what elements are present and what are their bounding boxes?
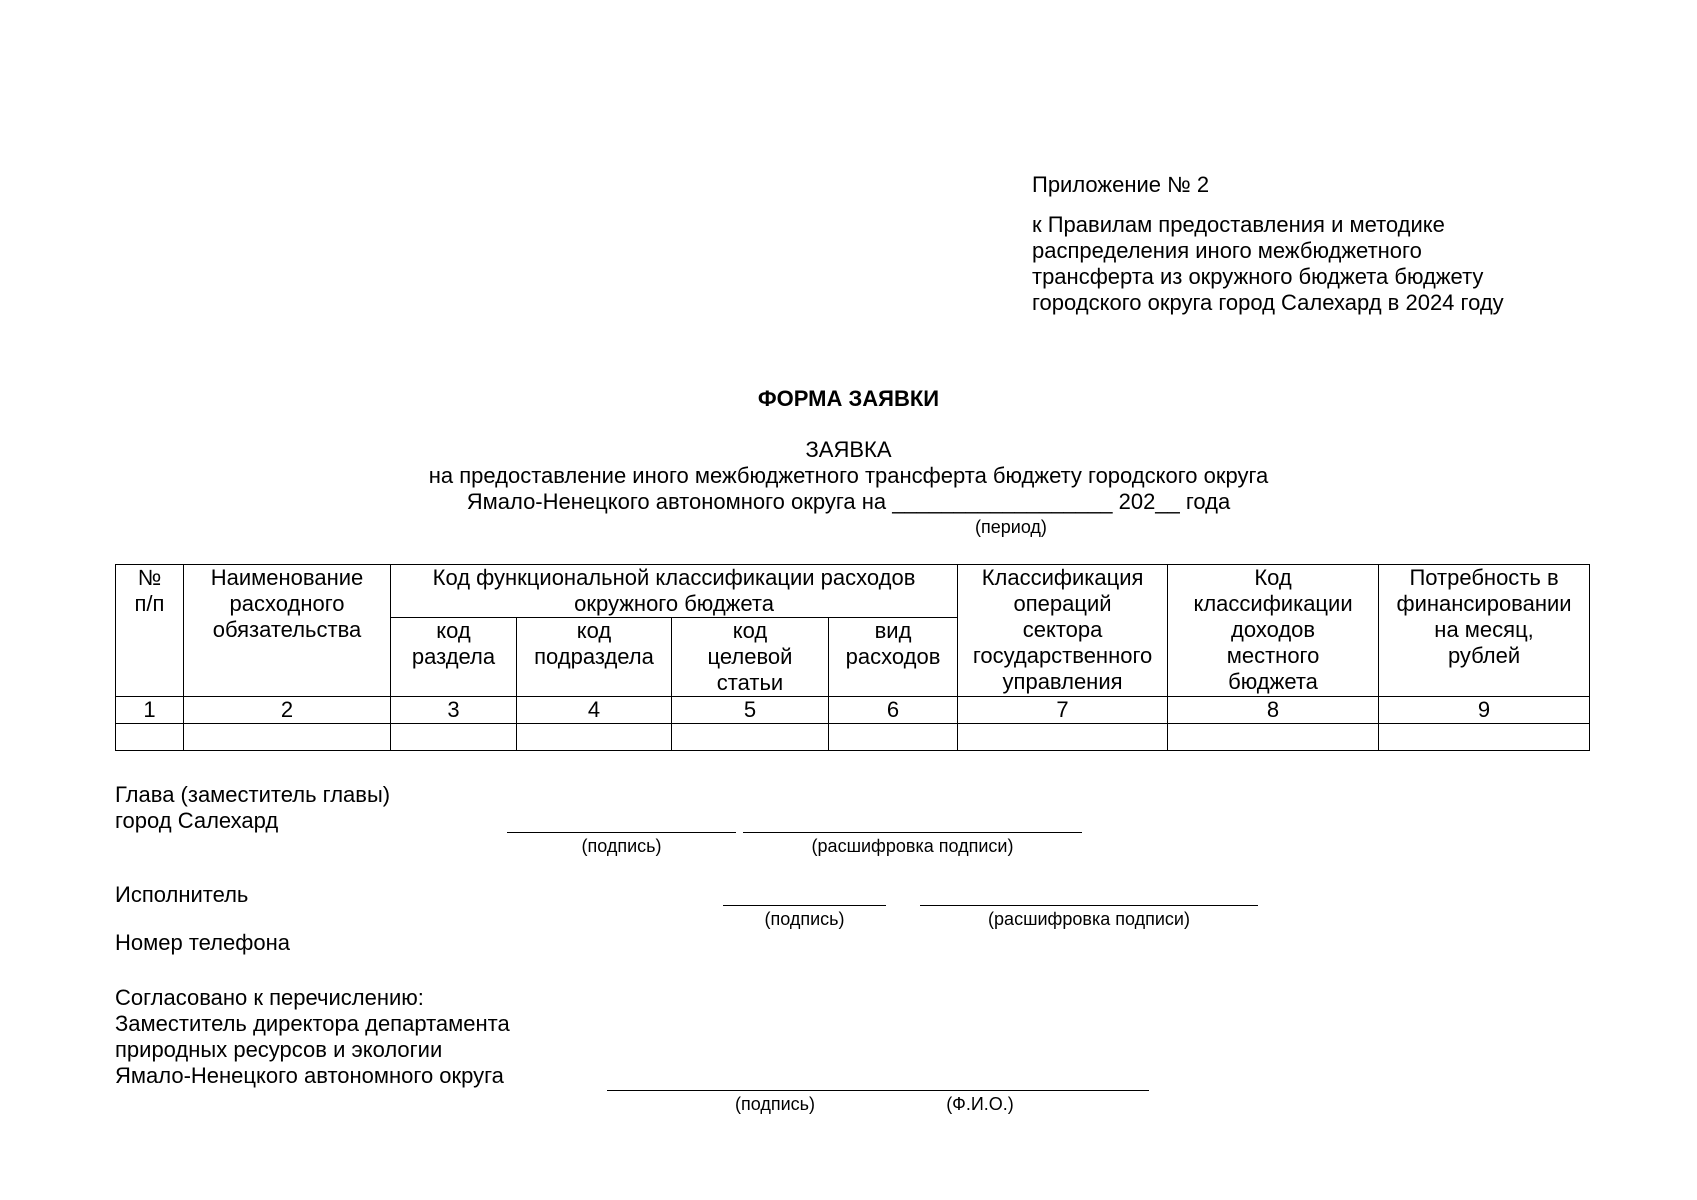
executor-label: Исполнитель [115,882,249,907]
head-signature-line[interactable] [507,832,736,833]
header-text: окружного бюджета [574,591,774,616]
request-header [0,437,1697,515]
header-text: статьи [716,670,784,695]
header-text: на месяц, [1434,617,1534,642]
empty-cell[interactable] [517,724,672,751]
request-title: ЗАЯВКА [805,437,892,462]
appendix-block [1032,172,1504,316]
appendix-line: распределения иного межбюджетного [1032,238,1422,263]
header-need [1379,565,1590,697]
approval-line: Ямало-Ненецкого автономного округа [115,1063,504,1088]
column-numbers-row [116,697,1590,724]
header-section [391,618,517,697]
header-text: государственного [972,643,1153,668]
approval-sign-caption: (подпись) [734,1094,816,1114]
approval-signature-line[interactable] [607,1090,1149,1091]
header-text: управления [1002,669,1123,694]
approval-block [115,985,510,1089]
approval-line: Согласовано к перечислению: [115,985,424,1010]
header-text: № [137,565,162,590]
empty-data-row [116,724,1590,751]
head-signatory [115,782,390,834]
header-num [116,565,184,697]
header-text: Классификация [981,565,1144,590]
header-income-code [1168,565,1379,697]
header-text: п/п [134,591,165,616]
column-number: 9 [1379,697,1590,724]
column-number: 8 [1168,697,1379,724]
column-number: 3 [391,697,517,724]
empty-cell[interactable] [958,724,1168,751]
header-subsection [517,618,672,697]
request-table [115,564,1590,751]
header-text: код [436,618,471,643]
header-name [184,565,391,697]
column-number: 6 [829,697,958,724]
header-text: обязательства [212,617,362,642]
header-expense-type [829,618,958,697]
approval-name-caption: (Ф.И.О.) [946,1094,1014,1114]
header-code-group [391,565,958,618]
header-text: операций [1013,591,1112,616]
empty-cell[interactable] [391,724,517,751]
column-number: 4 [517,697,672,724]
head-sign-caption: (подпись) [581,836,662,856]
empty-cell[interactable] [829,724,958,751]
header-text: Наименование [210,565,364,590]
header-text: код [732,618,768,643]
executor-decode-caption: (расшифровка подписи) [988,909,1190,929]
header-text: бюджета [1228,669,1318,694]
column-number: 2 [184,697,391,724]
header-target [672,618,829,697]
header-text: местного [1226,643,1320,668]
header-text: целевой [707,644,793,669]
appendix-title: Приложение № 2 [1032,172,1210,197]
empty-cell[interactable] [672,724,829,751]
empty-cell[interactable] [116,724,184,751]
header-text: Код функциональной классификации расходов [432,565,916,590]
appendix-line: городского округа город Салехард в 2024 году [1032,290,1504,315]
header-text: расходного [229,591,345,616]
header-text: Потребность в [1409,565,1559,590]
header-text: доходов [1231,617,1316,642]
period-caption: (период) [975,517,1047,537]
empty-cell[interactable] [1379,724,1590,751]
empty-cell[interactable] [1168,724,1379,751]
form-title: ФОРМА ЗАЯВКИ [757,386,940,411]
header-text: расходов [845,644,941,669]
appendix-line: к Правилам предоставления и методике [1032,212,1445,237]
header-text: Код [1254,565,1292,590]
request-line-2: Ямало-Ненецкого автономного округа на __________________ 202__ года [466,489,1231,514]
header-text: классификации [1193,591,1353,616]
head-line: город Салехард [115,808,279,833]
empty-cell[interactable] [184,724,391,751]
header-text: сектора [1022,617,1103,642]
column-number: 7 [958,697,1168,724]
executor-signature-line[interactable] [723,905,886,906]
header-text: раздела [411,644,496,669]
phone-label: Номер телефона [115,930,290,955]
header-text: вид [874,618,912,643]
column-number: 1 [116,697,184,724]
header-operations [958,565,1168,697]
request-line-1: на предоставление иного межбюджетного трансферта бюджету городского округа [428,463,1269,488]
header-text: финансировании [1396,591,1572,616]
appendix-line: трансферта из окружного бюджета бюджету [1032,264,1484,289]
header-text: подраздела [534,644,654,669]
head-decode-caption: (расшифровка подписи) [811,836,1014,856]
approval-line: Заместитель директора департамента [115,1011,510,1036]
head-line: Глава (заместитель главы) [115,782,391,807]
executor-sign-caption: (подпись) [764,909,845,929]
column-number: 5 [672,697,829,724]
approval-line: природных ресурсов и экологии [115,1037,443,1062]
head-decode-line[interactable] [743,832,1082,833]
header-text: рублей [1447,643,1521,668]
header-text: код [576,618,612,643]
executor-decode-line[interactable] [920,905,1258,906]
